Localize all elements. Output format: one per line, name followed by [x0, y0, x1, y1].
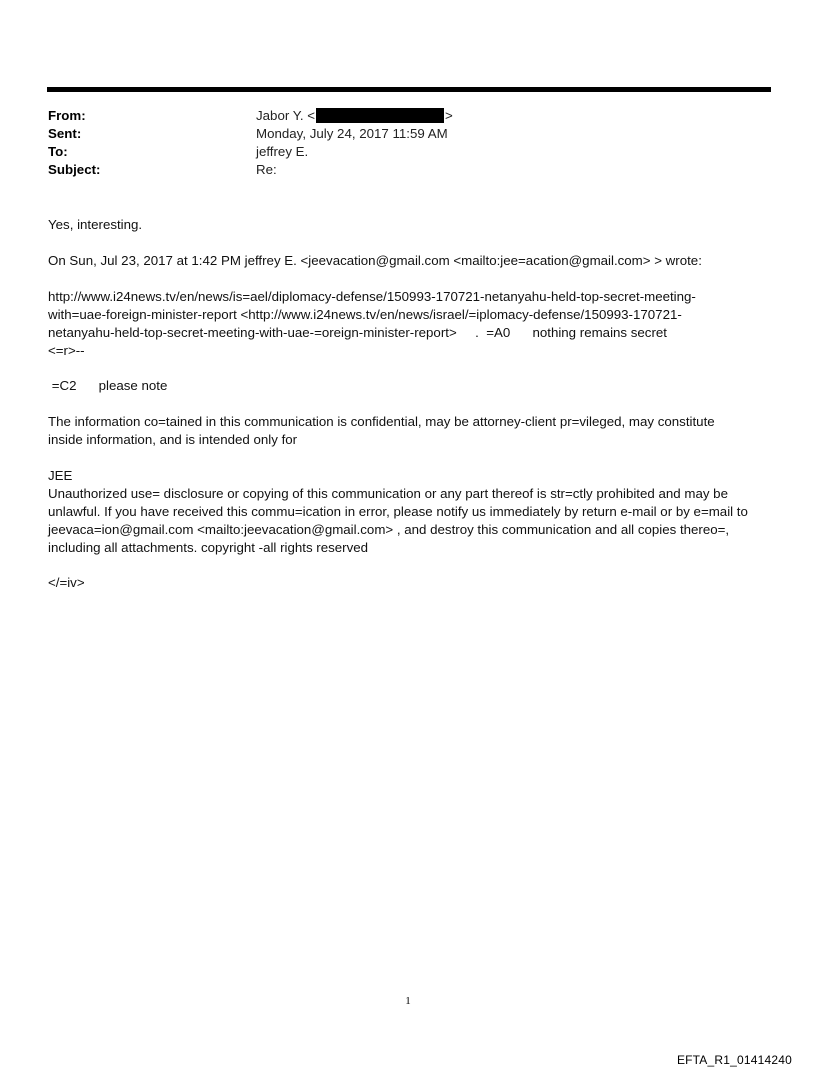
sent-label: Sent:	[48, 126, 82, 141]
to-value: jeffrey E.	[256, 144, 309, 159]
disclaimer: JEE Unauthorized use= disclosure or copying of this communication or any part thereof is str=ctly prohibited and may be unlawful. If you have received this commu=ication in error, please notify us immediately by return e-mail or by e=mail to jeevaca=ion@gmail.com <mailto:jeevacation@gmail.com> , and destroy this communication and all copies thereo=, including all attachments. copyright -all rights reserved	[48, 468, 748, 555]
link-paragraph: http://www.i24news.tv/en/news/is=ael/diplomacy-defense/150993-170721-netanyahu-held-top-secret-meeting- with=uae-foreign-minister-report <http://www.i24news.tv/en/news/israel/=iplomacy-defense/150993-170721- netanyahu-held-top-secret-meeting-with-uae-=oreign-minister-report> . =A0 nothing remains secret <=r>--	[48, 289, 696, 358]
subject-value: Re:	[256, 162, 277, 177]
subject-row	[48, 161, 768, 179]
confidential-notice: The information co=tained in this communication is confidential, may be attorney-client pr=vileged, may constitute inside information, and is intended only for	[48, 414, 715, 447]
from-bracket-close: >	[445, 108, 453, 123]
page-number: 1	[405, 995, 411, 1007]
reply-text: Yes, interesting.	[48, 217, 143, 232]
document-id: EFTA_R1_01414240	[676, 1053, 792, 1067]
to-row	[48, 143, 768, 161]
from-name: Jabor Y. <	[256, 108, 316, 123]
email-header	[48, 107, 768, 179]
from-label: From:	[48, 108, 86, 123]
to-label: To:	[48, 144, 68, 159]
sent-row	[48, 125, 768, 143]
subject-label: Subject:	[48, 162, 101, 177]
redaction-box	[316, 108, 444, 123]
closing-tag: </=iv>	[48, 575, 85, 590]
top-rule	[47, 87, 771, 92]
please-note: =C2 please note	[48, 378, 168, 393]
from-row	[48, 107, 768, 125]
sent-value: Monday, July 24, 2017 11:59 AM	[256, 126, 448, 141]
quoted-intro: On Sun, Jul 23, 2017 at 1:42 PM jeffrey E. <jeevacation@gmail.com <mailto:jee=acation@gmail.com> > wrote:	[48, 253, 702, 268]
from-value	[256, 107, 453, 125]
